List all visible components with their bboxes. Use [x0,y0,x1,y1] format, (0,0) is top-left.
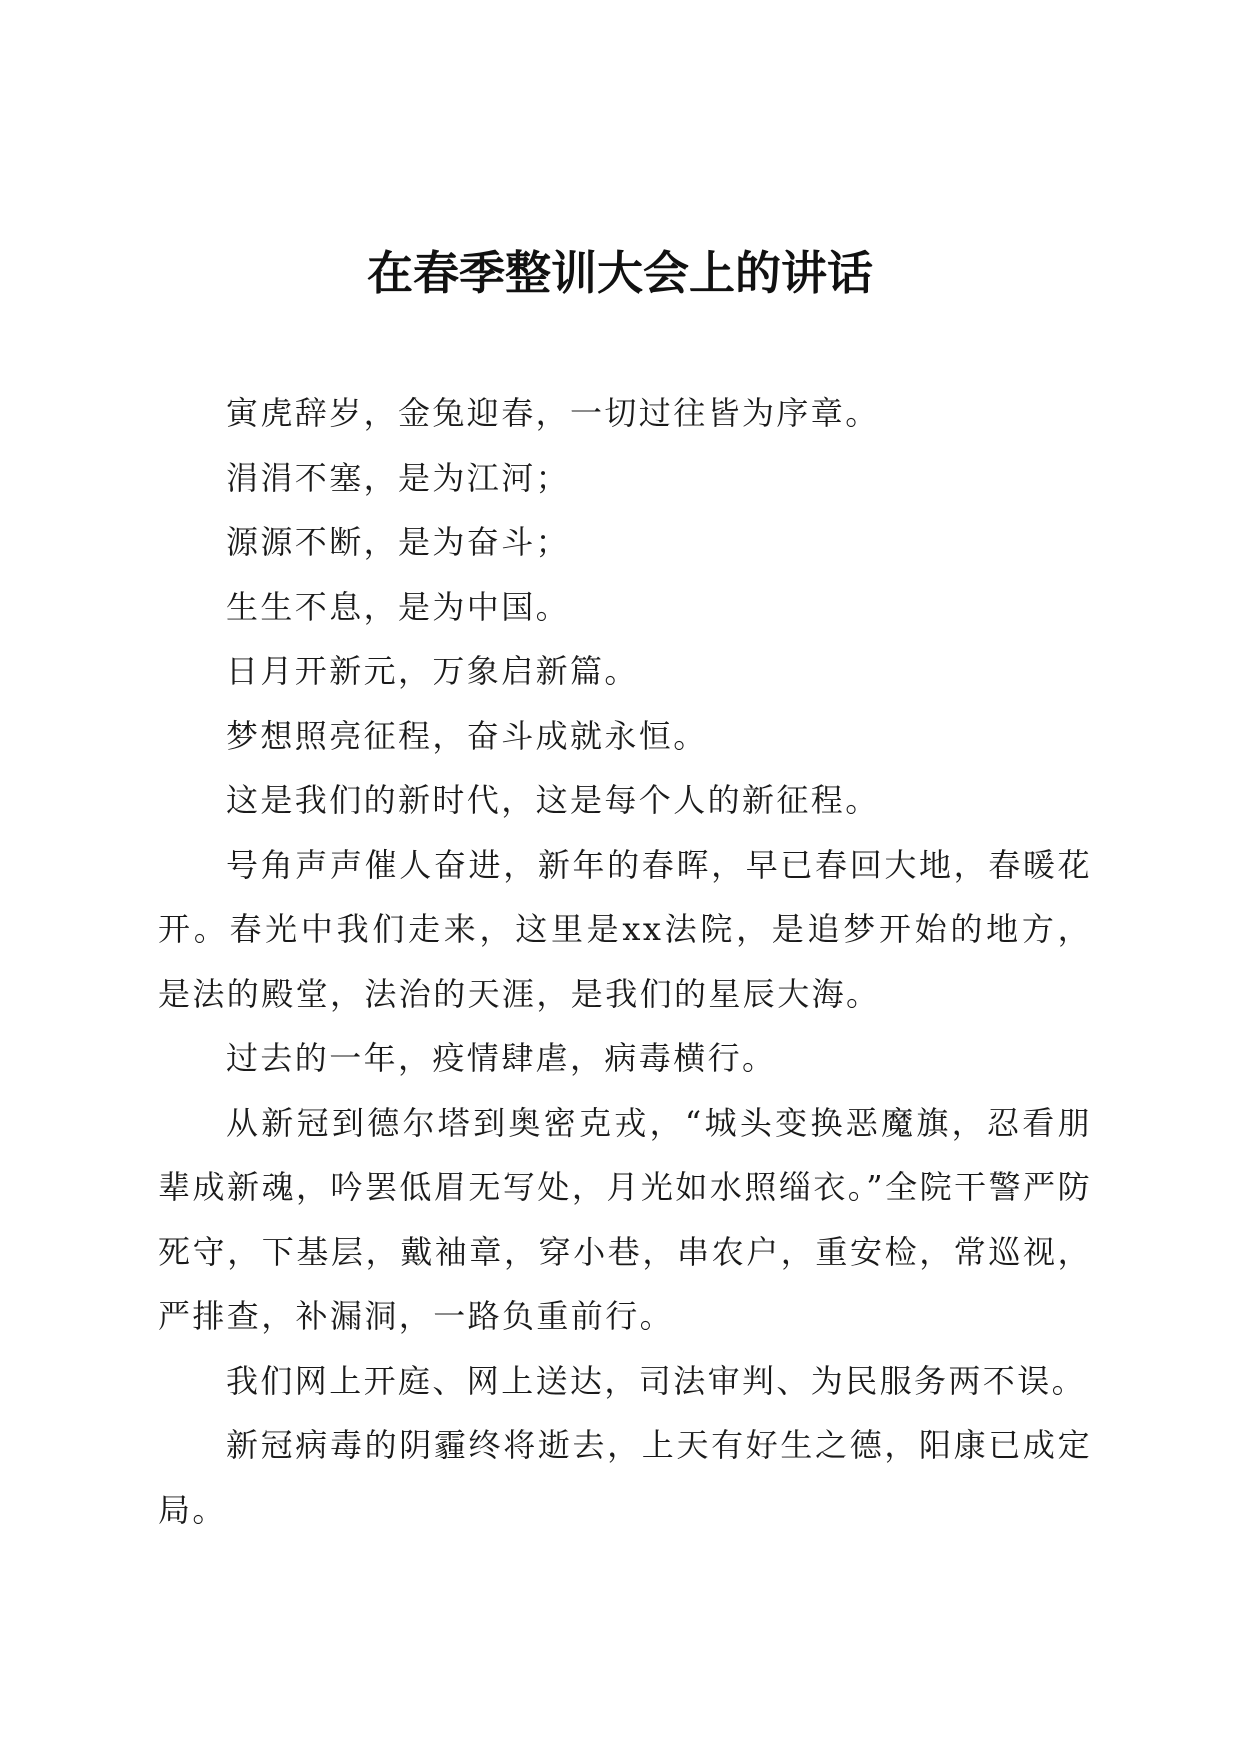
paragraph: 生生不息，是为中国。 [226,587,571,626]
paragraph: 号角声声催人奋进，新年的春晖，早已春回大地，春暖花开。春光中我们走来，这里是xx法院，是追梦开始的地方，是法的殿堂，法治的天涯，是我们的星辰大海。 [158,845,1092,1013]
paragraph: 涓涓不塞，是为江河； [226,458,571,497]
paragraph: 梦想照亮征程，奋斗成就永恒。 [226,716,708,755]
document-body [158,381,1092,1542]
paragraph: 日月开新元，万象启新篇。 [226,652,639,690]
paragraph: 寅虎辞岁，金兔迎春，一切过往皆为序章。 [226,394,880,432]
paragraph: 过去的一年，疫情肆虐，病毒横行。 [226,1039,777,1077]
paragraph: 源源不断，是为奋斗； [226,523,571,561]
paragraph: 这是我们的新时代，这是每个人的新征程。 [226,781,880,819]
paragraph: 我们网上开庭、网上送达，司法审判、为民服务两不误。 [226,1361,1087,1400]
paragraph: 从新冠到德尔塔到奥密克戎，“城头变换恶魔旗，忍看朋辈成新魂，吟罢低眉无写处，月光如水照缁衣。”全院干警严防死守，下基层，戴袖章，穿小巷，串农户，重安检，常巡视，严排查，补漏洞，一路负重前行。 [158,1103,1092,1335]
document-title: 在春季整训大会上的讲话 [367,246,873,300]
paragraph: 新冠病毒的阴霾终将逝去，上天有好生之德，阳康已成定局。 [158,1426,1092,1529]
